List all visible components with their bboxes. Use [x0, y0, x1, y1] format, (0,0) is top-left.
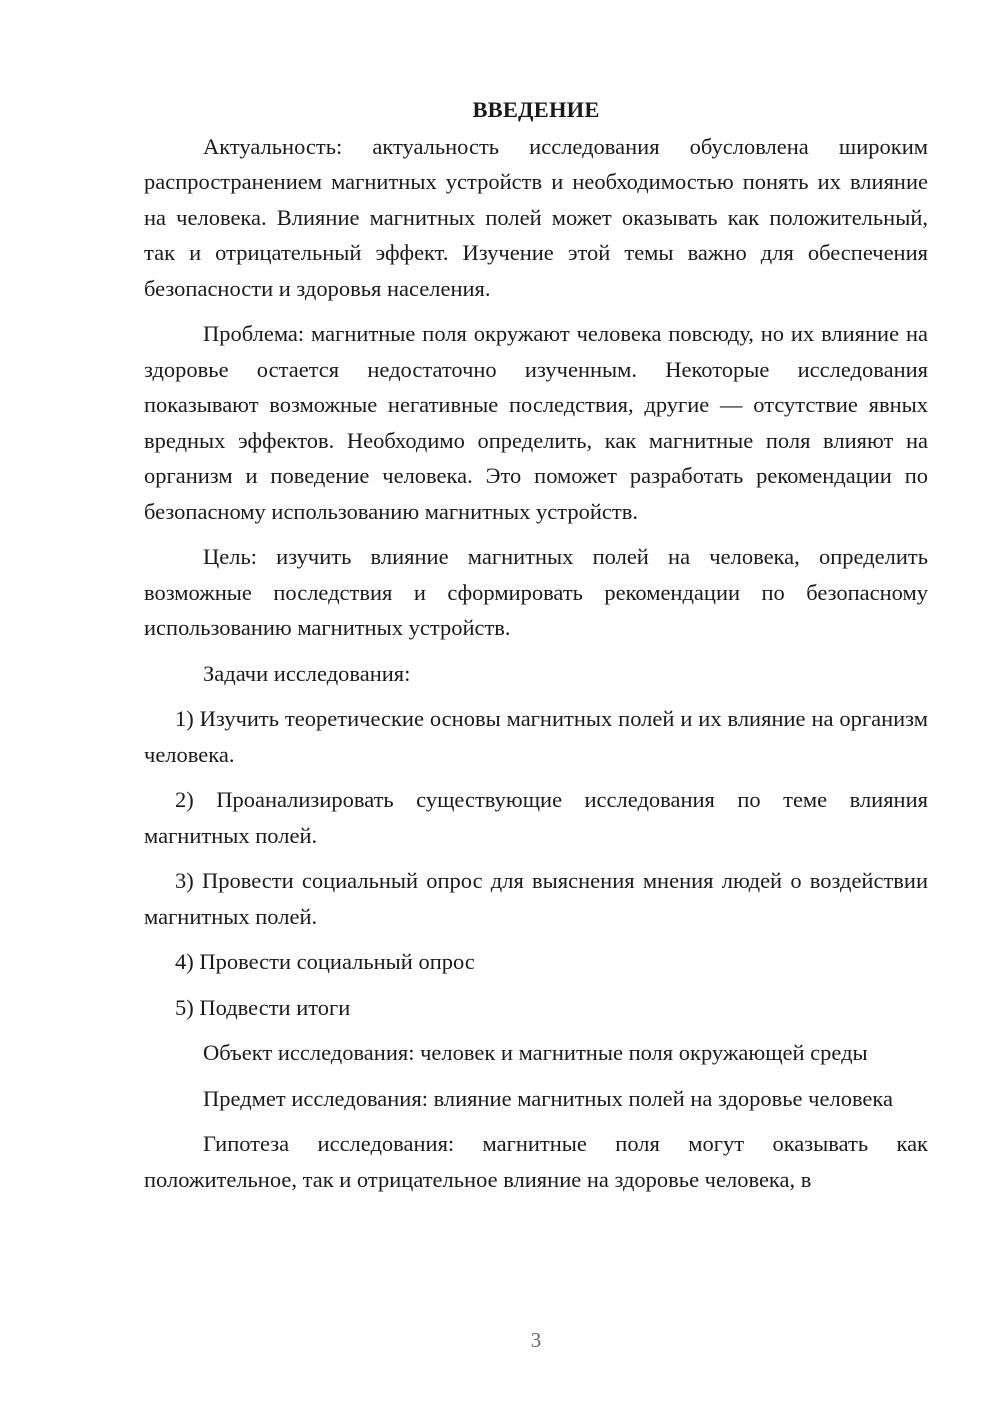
- page-content: [144, 92, 928, 1207]
- task-item-3: 3) Провести социальный опрос для выяснения мнения людей о воздействии магнитных полей.: [144, 868, 928, 929]
- task-item-1: 1) Изучить теоретические основы магнитных полей и их влияние на организм человека.: [144, 706, 928, 767]
- page-number: 3: [530, 1328, 542, 1352]
- section-heading: ВВЕДЕНИЕ: [472, 97, 600, 122]
- paragraph-subject: Предмет исследования: влияние магнитных полей на здоровье человека: [203, 1085, 893, 1111]
- paragraph-relevance: Актуальность: актуальность исследования обусловлена широким распространением магнитных устройств и необходимостью понять их влияние на человека. Влияние магнитных полей может оказывать как положительный, так и отрицательный эффект. Изучение этой темы важно для обеспечения безопасности и здоровья населения.: [144, 133, 928, 301]
- task-item-5: 5) Подвести итоги: [175, 994, 351, 1020]
- paragraph-problem: Проблема: магнитные поля окружают человека повсюду, но их влияние на здоровье остается недостаточно изученным. Некоторые исследования показывают возможные негативные последствия, другие — отсутствие явных вредных эффектов. Необходимо определить, как магнитные поля влияют на организм и поведение человека. Это поможет разработать рекомендации по безопасному использованию магнитных устройств.: [144, 321, 928, 524]
- task-item-2: 2) Проанализировать существующие исследования по теме влияния магнитных полей.: [144, 787, 928, 848]
- tasks-title: Задачи исследования:: [203, 660, 411, 686]
- paragraph-hypothesis: Гипотеза исследования: магнитные поля могут оказывать как положительное, так и отрицательное влияние на здоровье человека, в: [144, 1131, 928, 1192]
- task-item-4: 4) Провести социальный опрос: [175, 949, 475, 974]
- paragraph-goal: Цель: изучить влияние магнитных полей на человека, определить возможные последствия и сформировать рекомендации по безопасному использованию магнитных устройств.: [144, 544, 928, 640]
- paragraph-object: Объект исследования: человек и магнитные поля окружающей среды: [203, 1040, 868, 1065]
